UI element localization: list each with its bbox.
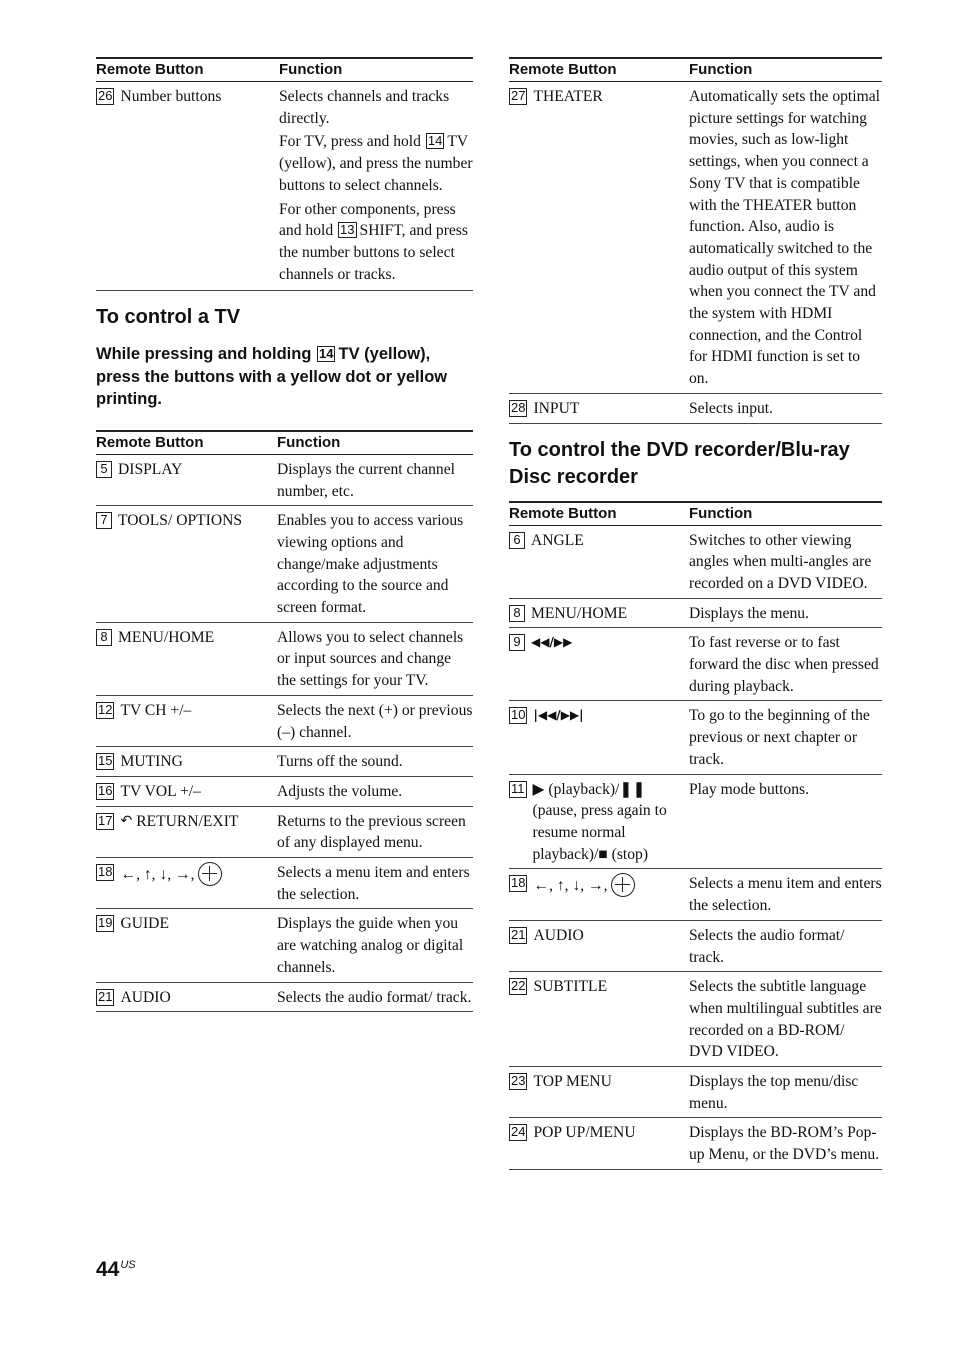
function-description: Selects the next (+) or previous (–) channel. (277, 695, 473, 746)
function-description: Selects the audio format/ track. (277, 982, 473, 1012)
callout-number: 21 (98, 988, 113, 1004)
callout-number: 17 (98, 812, 113, 828)
function-description: Adjusts the volume. (277, 776, 473, 806)
button-name: Number buttons (120, 88, 222, 105)
play-pause-stop-buttons: ▶ (playback)/❚❚ (pause, press again to resume normal playback)/■ (stop) (532, 780, 667, 863)
callout-number: 24 (511, 1124, 526, 1140)
table-row (96, 982, 473, 1012)
right-column (509, 57, 882, 1170)
callout-number: 22 (511, 978, 526, 994)
function-description: Selects the audio format/ track. (689, 920, 882, 971)
table-row (96, 858, 473, 909)
callout-number: 14 (427, 133, 443, 149)
number-buttons-table (96, 57, 473, 291)
function-description: Selects a menu item and enters the selection. (689, 869, 882, 920)
table-row (509, 869, 882, 920)
button-name: SUBTITLE (533, 978, 608, 996)
callout-number: 18 (511, 875, 526, 891)
column-header-button: Remote Button (96, 431, 277, 455)
callout-number: 14 (319, 346, 334, 362)
callout-number: 21 (511, 926, 526, 942)
column-header-function: Function (277, 431, 473, 455)
arrow-buttons: ←, ↑, ↓, →, (533, 877, 608, 895)
button-name: THEATER (533, 88, 603, 105)
column-header-button: Remote Button (509, 58, 689, 82)
column-header-function: Function (689, 58, 882, 82)
function-description: Turns off the sound. (277, 747, 473, 777)
table-row (96, 695, 473, 746)
button-name: MUTING (120, 753, 183, 771)
return-icon: ↶ (120, 812, 133, 829)
column-header-function: Function (279, 58, 473, 82)
column-header-function: Function (689, 502, 882, 526)
function-description: Selects input. (689, 393, 882, 423)
function-description: Selects channels and tracks directly. For TV, press and hold 14 TV (yellow), and press the number buttons to select channels. For other components, press and hold 13 SHIFT, and press the number buttons to select channels or tracks. (279, 82, 473, 291)
function-description: Displays the guide when you are watching analog or digital channels. (277, 909, 473, 982)
button-name: DISPLAY (118, 460, 183, 478)
callout-number: 19 (98, 915, 113, 931)
callout-number: 5 (96, 461, 112, 478)
button-name: MENU/HOME (531, 604, 628, 622)
button-name: AUDIO (120, 988, 171, 1006)
table-row (509, 628, 882, 701)
callout-number: 18 (98, 864, 113, 880)
function-description: Allows you to select channels or input sources and change the settings for your TV. (277, 622, 473, 695)
function-description: Displays the menu. (689, 598, 882, 628)
button-name: GUIDE (120, 915, 169, 933)
callout-number: 27 (511, 88, 526, 103)
table-row (96, 454, 473, 505)
table-row (509, 525, 882, 598)
button-name: TV VOL +/– (120, 782, 201, 800)
callout-number: 12 (98, 701, 113, 717)
callout-number: 23 (511, 1073, 526, 1089)
callout-number: 8 (509, 605, 525, 622)
table-row (509, 1067, 882, 1118)
enter-icon (611, 873, 635, 897)
function-description: Displays the top menu/disc menu. (689, 1067, 882, 1118)
callout-number: 28 (511, 399, 526, 415)
callout-number: 26 (98, 88, 113, 103)
table-row (509, 393, 882, 423)
callout-number: 13 (340, 222, 355, 238)
button-name: TOP MENU (533, 1073, 612, 1091)
table-row (96, 622, 473, 695)
table-row (96, 909, 473, 982)
table-row (96, 776, 473, 806)
table-row (509, 598, 882, 628)
function-description: Selects a menu item and enters the selection. (277, 858, 473, 909)
callout-number: 10 (511, 707, 526, 723)
callout-number: 16 (98, 782, 113, 798)
table-row (96, 506, 473, 623)
table-row (509, 82, 882, 394)
button-name: RETURN/EXIT (136, 812, 239, 830)
button-name: AUDIO (533, 926, 584, 944)
function-description: Selects the subtitle language when multilingual subtitles are recorded on a BD-ROM/ DVD VIDEO. (689, 972, 882, 1067)
dvd-buttons-table (509, 501, 882, 1170)
callout-number: 15 (98, 753, 113, 769)
callout-number: 7 (96, 512, 112, 529)
page-number: $44^{US}$ (96, 1258, 136, 1281)
function-description: Enables you to access various viewing options and change/make adjustments according to the source and screen format. (277, 506, 473, 623)
table-row (509, 701, 882, 774)
function-description: Returns to the previous screen of any displayed menu. (277, 806, 473, 857)
callout-number: 9 (509, 634, 525, 651)
function-description: To go to the beginning of the previous or next chapter or track. (689, 701, 882, 774)
button-name: POP UP/MENU (533, 1124, 636, 1142)
scan-buttons: ◀◀/▶▶ (531, 635, 573, 650)
section-heading-dvd: To control the DVD recorder/Blu-ray Disc recorder (509, 438, 850, 488)
function-description: Automatically sets the optimal picture settings for watching movies, such as low-light settings, when you connect a Sony TV that is compatible with the THEATER button function. Also, audio is automatically switched to the audio output of this system when you connect the TV and the system with HDMI connection, and the Control for HDMI function is set to on. (689, 82, 882, 394)
section-heading-tv: To control a TV (96, 306, 241, 329)
table-row (509, 1118, 882, 1169)
tv-buttons-table (96, 430, 473, 1012)
arrow-buttons: ←, ↑, ↓, →, (120, 866, 195, 884)
enter-icon (198, 862, 222, 886)
function-description: To fast reverse or to fast forward the disc when pressed during playback. (689, 628, 882, 701)
callout-number: 6 (509, 532, 525, 549)
left-column (96, 57, 473, 1012)
tv-lead-text: While pressing and holding 14 TV (yellow), press the buttons with a yellow dot or yellow printing. (96, 345, 448, 409)
callout-number: 11 (511, 780, 525, 796)
button-name: TV CH +/– (120, 701, 192, 719)
theater-input-table (509, 57, 882, 424)
function-description: Switches to other viewing angles when multi-angles are recorded on a DVD VIDEO. (689, 525, 882, 598)
table-row (96, 806, 473, 857)
button-name: TOOLS/ OPTIONS (118, 512, 243, 530)
table-row (96, 747, 473, 777)
function-description: Displays the current channel number, etc. (277, 454, 473, 505)
table-row (509, 972, 882, 1067)
table-row (509, 920, 882, 971)
skip-buttons: |◀◀/▶▶| (533, 708, 584, 723)
column-header-button: Remote Button (96, 58, 279, 82)
function-description: Play mode buttons. (689, 774, 882, 869)
callout-number: 8 (96, 629, 112, 646)
button-name: ANGLE (531, 531, 584, 549)
table-row (509, 774, 882, 869)
table-row (96, 82, 473, 291)
function-description: Displays the BD-ROM’s Pop-up Menu, or the DVD’s menu. (689, 1118, 882, 1169)
column-header-button: Remote Button (509, 502, 689, 526)
button-name: MENU/HOME (118, 628, 215, 646)
button-name: INPUT (533, 399, 580, 417)
